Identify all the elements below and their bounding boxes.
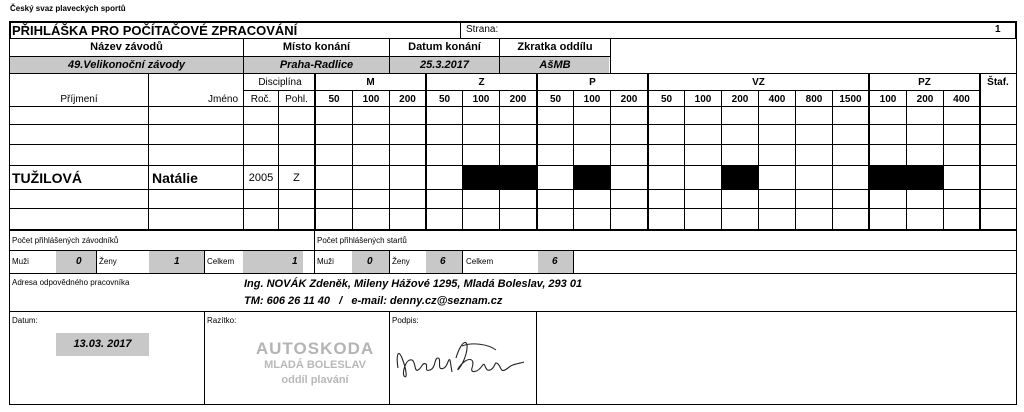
distance-header: 100 xyxy=(362,94,380,105)
stroke-m-header: M xyxy=(366,77,375,88)
distance-header: 200 xyxy=(731,94,749,105)
starts-men: 0 xyxy=(367,256,373,267)
meet-date-value: 25.3.2017 xyxy=(420,59,469,71)
meet-place-header: Místo konání xyxy=(282,41,351,53)
swimmer-year: 2005 xyxy=(248,172,274,184)
competitors-women: 1 xyxy=(174,256,180,267)
distance-header: 400 xyxy=(953,94,970,105)
swimmer-gender: Z xyxy=(293,172,300,184)
distance-header: 200 xyxy=(399,94,416,105)
women-label: Ženy xyxy=(392,257,410,266)
date-label: Datum: xyxy=(12,316,38,325)
distance-header: 400 xyxy=(768,94,786,105)
contact-label: Adresa odpovědného pracovníka xyxy=(12,278,130,287)
club-code-value: AšMB xyxy=(539,59,571,71)
year-header: Roč. xyxy=(250,94,272,105)
stroke-p-header: P xyxy=(589,77,596,88)
entered-event-marker xyxy=(722,166,758,189)
stroke-vz-header: VZ xyxy=(752,77,765,88)
signature-label: Podpis: xyxy=(392,316,419,325)
federation-name: Český svaz plaveckých sportů xyxy=(10,4,126,13)
page-number: 1 xyxy=(995,24,1001,35)
women-label: Ženy xyxy=(99,257,117,266)
competitors-label: Počet přihlášených závodníků xyxy=(12,236,119,245)
page-label: Strana: xyxy=(466,24,499,35)
contact-address: Ing. NOVÁK Zdeněk, Mileny Hážové 1295, Mladá Boleslav, 293 01 xyxy=(244,278,583,290)
distance-header: 800 xyxy=(805,94,823,105)
distance-header: 50 xyxy=(328,94,340,105)
form-title: PŘIHLÁŠKA PRO POČÍTAČOVÉ ZPRACOVÁNÍ xyxy=(12,23,298,38)
entered-event-marker xyxy=(463,166,536,189)
club-code-header: Zkratka oddílu xyxy=(517,41,593,53)
entered-event-marker xyxy=(574,166,610,189)
gender-header: Pohl. xyxy=(285,94,308,105)
swimmer-surname: TUŽILOVÁ xyxy=(12,170,82,186)
total-label: Celkem xyxy=(466,257,494,266)
discipline-header: Disciplína xyxy=(258,77,302,88)
stroke-z-header: Z xyxy=(478,77,485,88)
men-label: Muži xyxy=(12,257,29,266)
distance-header: 200 xyxy=(509,94,527,105)
starts-label: Počet přihlášených startů xyxy=(317,236,407,245)
distance-header: 50 xyxy=(438,94,451,105)
distance-header: 200 xyxy=(916,94,934,105)
distance-header: 1500 xyxy=(839,94,862,105)
stroke-pz-header: PZ xyxy=(918,77,931,88)
distance-header: 50 xyxy=(549,94,562,105)
date-value: 13.03. 2017 xyxy=(73,338,132,350)
signature-image xyxy=(392,328,532,398)
surname-header: Příjmení xyxy=(60,94,98,105)
meet-name-header: Název závodů xyxy=(90,41,163,53)
distance-header: 100 xyxy=(879,94,897,105)
meet-place-value: Praha-Radlice xyxy=(279,59,354,71)
stamp-label: Razítko: xyxy=(207,316,237,325)
total-label: Celkem xyxy=(207,257,235,266)
starts-total: 6 xyxy=(552,256,558,267)
distance-header: 100 xyxy=(472,94,490,105)
men-label: Muži xyxy=(317,257,334,266)
swimmer-firstname: Natálie xyxy=(152,170,198,186)
competitors-men: 0 xyxy=(76,256,82,267)
distance-header: 100 xyxy=(583,94,601,105)
distance-header: 200 xyxy=(620,94,638,105)
firstname-header: Jméno xyxy=(207,94,238,105)
meet-date-header: Datum konání xyxy=(408,41,481,53)
meet-name-value: 49.Velikonoční závody xyxy=(68,59,185,71)
relay-header: Štaf. xyxy=(987,77,1009,88)
starts-women: 6 xyxy=(440,256,446,267)
contact-phone-email: TM: 606 26 11 40 / e-mail: denny.cz@seznam.cz xyxy=(244,295,503,307)
entered-event-marker xyxy=(870,166,943,189)
competitors-total: 1 xyxy=(292,256,298,267)
distance-header: 50 xyxy=(660,94,673,105)
distance-header: 100 xyxy=(694,94,712,105)
